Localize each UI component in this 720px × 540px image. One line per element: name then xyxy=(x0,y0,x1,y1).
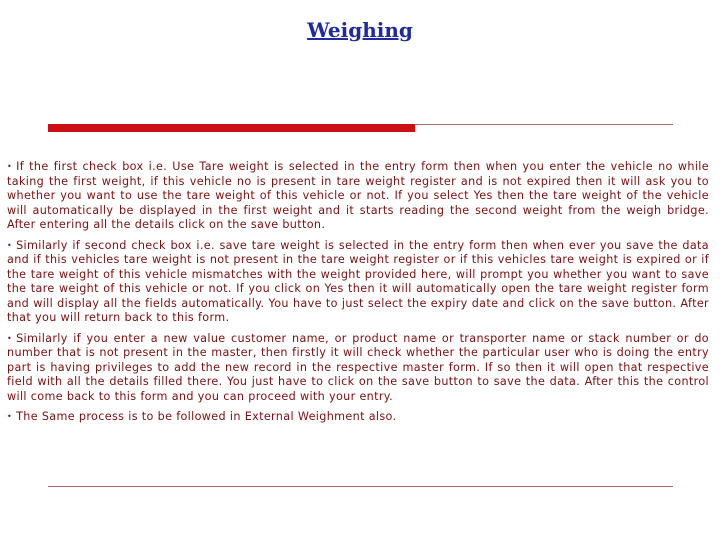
slide-title: Weighing xyxy=(307,18,413,42)
paragraph-text: Similarly if second check box i.e. save tare weight is selected in the entry form then when ever you save the data and if this vehicles tare weight is not present in the tare weight register or if this vehicles tare weight is expired or if the tare weight of this vehicle mismatches with the weight provided here, will prompt you whether you want to save the tare weight of this vehicle or not. If you click on Yes then it will automatically open the tare weight register form and will display all the fields automatically. You have to just select the expiry date and click on the save button. After that you will return back to this form. xyxy=(7,238,709,324)
bullet-paragraph-4 xyxy=(7,410,709,425)
bullet-icon: • xyxy=(7,240,13,250)
paragraph-text: The Same process is to be followed in External Weighment also. xyxy=(16,410,397,423)
footer-divider-line xyxy=(48,486,673,487)
paragraph-text: Similarly if you enter a new value customer name, or product name or transporter name or stack number or do number that is not present in the master, then firstly it will check whether the particular user who is doing the entry part is having privileges to add the new record in the respective master form. If so then it will open that respective field with all the details filled there. You just have to click on the save button to save the data. After this the control will come back to this form and you can proceed with your entry. xyxy=(7,331,709,403)
bullet-icon: • xyxy=(7,412,13,421)
bullet-list xyxy=(7,160,709,431)
bullet-icon: • xyxy=(7,162,13,171)
bullet-paragraph-2 xyxy=(7,239,709,326)
bullet-paragraph-1 xyxy=(7,160,709,233)
title-divider-bar xyxy=(48,124,415,132)
bullet-paragraph-3 xyxy=(7,332,709,405)
title-divider-line xyxy=(415,124,673,125)
paragraph-text: If the first check box i.e. Use Tare weight is selected in the entry form then when you enter the vehicle no while taking the first weight, if this vehicle no is present in tare weight register and is not expired then it will ask you to whether you want to use the tare weight of this vehicle or not. If you select Yes then the tare weight of the vehicle will automatically be displayed in the first weight and it starts reading the second weight from the weigh bridge. After entering all the details click on the save button. xyxy=(7,160,709,231)
bullet-icon: • xyxy=(7,333,13,343)
